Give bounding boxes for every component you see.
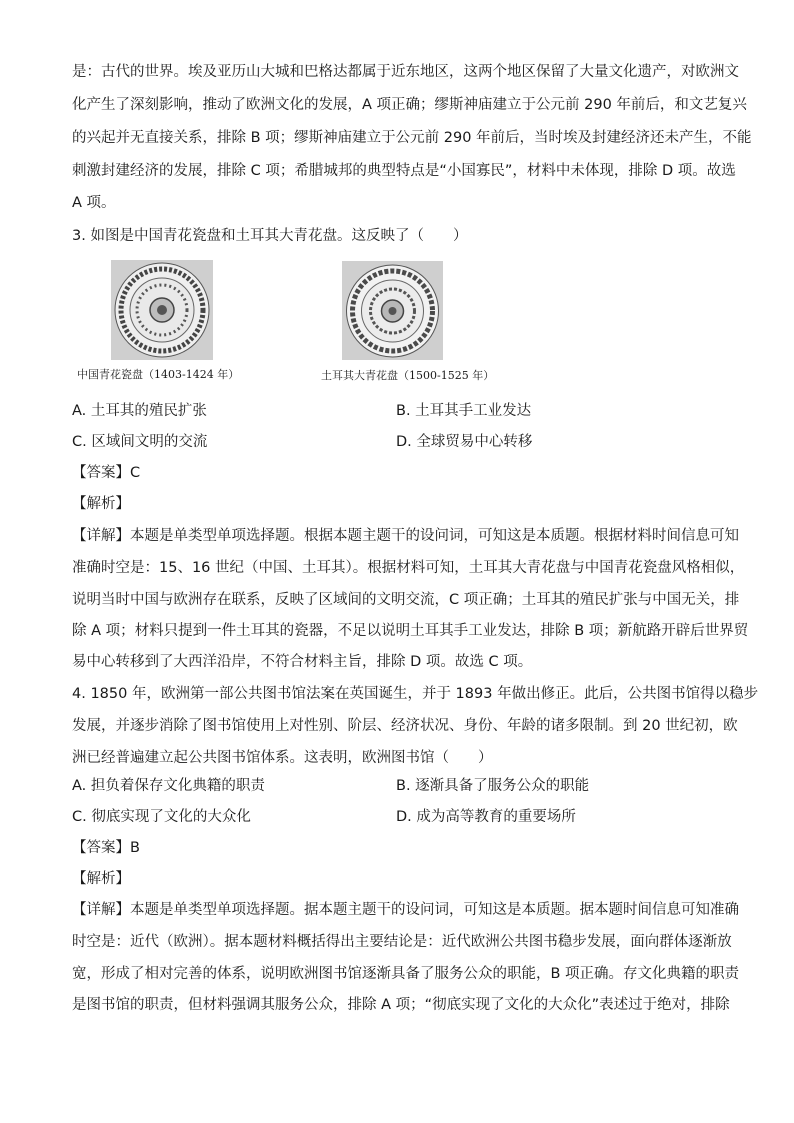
intro-line: 是：古代的世界。埃及亚历山大城和巴格达都属于近东地区，这两个地区保留了大量文化遗产，对欧洲文 <box>72 64 739 80</box>
q4-detail-line: 【详解】本题是单类型单项选择题。据本题主题干的设问词，可知这是本质题。据本题时间信息可知准确 <box>72 902 739 918</box>
q4-option-d: D. 成为高等教育的重要场所 <box>396 809 576 825</box>
q3-detail-line: 说明当时中国与欧洲存在联系，反映了区域间的文明交流，C 项正确；土耳其的殖民扩张与中国无关，排 <box>72 592 740 608</box>
question-4-stem-line: 洲已经普遍建立起公共图书馆体系。这表明，欧洲图书馆（ ） <box>72 750 493 766</box>
q3-detail-line: 【详解】本题是单类型单项选择题。根据本题主题干的设问词，可知这是本质题。根据材料时间信息可知 <box>72 528 739 544</box>
q4-detail-line: 是图书馆的职责，但材料强调其服务公众，排除 A 项；“彻底实现了文化的大众化”表述过于绝对，排除 <box>72 997 730 1013</box>
q3-option-a: A. 土耳其的殖民扩张 <box>72 403 207 419</box>
q4-option-a: A. 担负着保存文化典籍的职责 <box>72 778 265 794</box>
intro-line: 的兴起并无直接关系，排除 B 项；缪斯神庙建立于公元前 290 年前后，当时埃及封建经济还未产生，不能 <box>72 130 752 146</box>
q4-option-b: B. 逐渐具备了服务公众的职能 <box>396 778 590 794</box>
q3-option-c: C. 区域间文明的交流 <box>72 434 208 450</box>
q4-detail-line: 宽，形成了相对完善的体系，说明欧洲图书馆逐渐具备了服务公众的职能，B 项正确。存文化典籍的职责 <box>72 966 740 982</box>
q4-answer: 【答案】B <box>72 840 140 856</box>
intro-line: 化产生了深刻影响，推动了欧洲文化的发展，A 项正确；缪斯神庙建立于公元前 290 年前后，和文艺复兴 <box>72 97 747 113</box>
intro-line: 刺激封建经济的发展，排除 C 项；希腊城邦的典型特点是“小国寡民”，材料中未体现，排除 D 项。故选 <box>72 163 736 179</box>
q3-detail-line: 易中心转移到了大西洋沿岸，不符合材料主旨，排除 D 项。故选 C 项。 <box>72 654 533 670</box>
figure-caption-turkey: 土耳其大青花盘（1500-1525 年） <box>321 369 495 382</box>
q4-option-c: C. 彻底实现了文化的大众化 <box>72 809 251 825</box>
q3-detail-line: 准确时空是：15、16 世纪（中国、土耳其）。根据材料可知，土耳其大青花盘与中国青花瓷盘风格相似， <box>72 560 745 576</box>
question-4-stem-line: 4. 1850 年，欧洲第一部公共图书馆法案在英国诞生，并于 1893 年做出修正。此后，公共图书馆得以稳步 <box>72 686 759 702</box>
question-4-stem-line: 发展，并逐步消除了图书馆使用上对性别、阶层、经济状况、身份、年龄的诸多限制。到 20 世纪初，欧 <box>72 718 738 734</box>
q4-analysis-label: 【解析】 <box>72 871 130 887</box>
q3-detail-line: 除 A 项；材料只提到一件土耳其的瓷器，不足以说明土耳其手工业发达，排除 B 项；新航路开辟后世界贸 <box>72 623 749 639</box>
chinese-plate-image <box>111 260 213 360</box>
intro-line: A 项。 <box>72 195 116 211</box>
q3-option-b: B. 土耳其手工业发达 <box>396 403 532 419</box>
q3-analysis-label: 【解析】 <box>72 496 130 512</box>
q4-detail-line: 时空是：近代（欧洲）。据本题材料概括得出主要结论是：近代欧洲公共图书稳步发展，面向群体逐渐放 <box>72 934 732 950</box>
q3-option-d: D. 全球贸易中心转移 <box>396 434 533 450</box>
turkish-plate-image <box>342 261 443 360</box>
question-3-stem: 3. 如图是中国青花瓷盘和土耳其大青花盘。这反映了（ ） <box>72 228 468 244</box>
figure-caption-china: 中国青花瓷盘（1403-1424 年） <box>77 368 240 381</box>
q3-answer: 【答案】C <box>72 465 141 481</box>
